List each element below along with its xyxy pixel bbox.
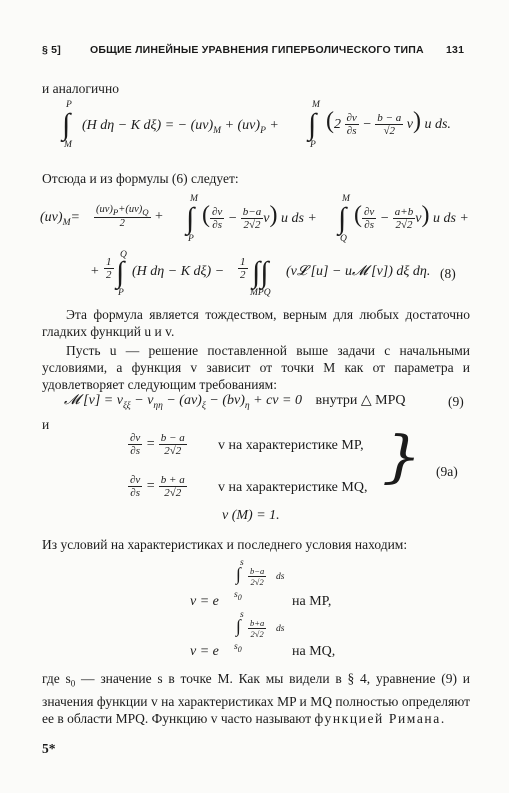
from-formula-text: Отсюда и из формулы (6) следует:: [42, 171, 239, 186]
and-similarly-text: и аналогично: [42, 81, 119, 96]
equation-9a-label: (9a): [436, 464, 458, 479]
and-text: и: [42, 417, 50, 432]
equation-9-label: (9): [448, 394, 464, 409]
where-paragraph: [42, 670, 470, 727]
identity-paragraph: Эта формула является тождеством, верным для любых достаточно гладких функций u и v.: [42, 307, 470, 339]
eq9a-line3: v (M) = 1.: [222, 508, 280, 523]
section-mark: § 5]: [42, 44, 61, 56]
signature-mark: 5*: [42, 741, 56, 756]
v-on-mp-formula: v = e s ∫ $s_0$ $\frac{b-a}{2√2}$ ds на MP,: [190, 558, 332, 609]
where-sub: 0: [70, 678, 76, 689]
equation-8-label: (8): [440, 266, 456, 281]
equation-9: 𝓜 $[v] = v_{\xi\xi} - v_{\eta\eta} - (av)_\xi - (bv)_\eta$ + cv = 0 внутри △ MPQ: [64, 393, 406, 411]
let-paragraph: Пусть u — решение поставленной выше задачи с начальными условиями, а функция v зависит от точки M как от параметра и удовлетворяет следующим требованиям:: [42, 343, 470, 392]
book-page: § 5] ОБЩИЕ ЛИНЕЙНЫЕ УРАВНЕНИЯ ГИПЕРБОЛИЧЕСКОГО ТИПА 131 и аналогично P ∫ M (H dη − K dξ) = − $(uv)_M + (uv)_P$ + M ∫ P (2 $\frac{\partial v}{\partial s}$ − $\frac{b - a}{√2}$ v) u ds. Отсюда и из формулы (6) следует: $(uv)_M=$ $\frac{(uv)_P+(uv)_Q}{2}$ + M ∫ P ( $\frac{\partial v}{\partial s}$ − $\frac{b-a}{2√2}$ v) u ds + M ∫ Q ( $\frac{\partial v}{\partial s}$ − $\frac{a+b}{2√2}$ v) u ds + + $\frac{1}{2}$ Q ∫ P (H dη − K dξ) − $\frac{1}{2}$ ∫∫ MPQ (v𝓛 [u] − u𝓜 [v]) dξ dη. (8) Эта формула является тождеством, верным для любых достаточно гладких функций u и v. Пусть u — решение поставленной выше задачи с начальными условиями, а функция v зависит от точки M как от параметра и удовлетворяет следующим требованиям: 𝓜 $[v] = v_{\xi\xi} - v_{\eta\eta} - (av)_\xi - (bv)_\eta$ + cv = 0 внутри △ MPQ (9) и $\frac{\partial v}{\partial s}$ = $\frac{b - a}{2√2}$ v на характеристике MP, $\frac{\partial v}{\partial s}$ = $\frac{b + a}{2√2}$ v на характеристике MQ, } (9a) v (M) = 1. Из условий на характеристиках и последнего условия находим: v = e s ∫ $s_0$ $\frac{b-a}{2√2}$ ds на MP, v = e s ∫ $s_0$ $\frac{b+a}{2√2}$ ds на MQ, где $s_0$ — значение s в точке M. Как мы видели в § 4, уравнение (9) и значения функции v на характеристиках MP и MQ полностью определяют ее в области MPQ. Функцию v часто называют функцией Римана. 5*: [0, 0, 509, 793]
inside-triangle-text: внутри △ MPQ: [315, 393, 406, 408]
equation-8-line2: + $\frac{1}{2}$ Q ∫ P (H dη − K dξ) − $\frac{1}{2}$ ∫∫ MPQ (v𝓛 [u] − u𝓜 [v]) dξ dη.: [90, 250, 431, 298]
equation-8-line1: $(uv)_M=$ $\frac{(uv)_P+(uv)_Q}{2}$ + M ∫ P ( $\frac{\partial v}{\partial s}$ − $\frac{b-a}{2√2}$ v) u ds + M ∫ Q ( $\frac{\partial v}{\partial s}$ − $\frac{a+b}{2√2}$ v) u ds +: [40, 194, 469, 244]
on-mq-text: на MQ,: [292, 644, 336, 659]
where-lead: где s: [42, 671, 71, 686]
equation-9a: $\frac{\partial v}{\partial s}$ = $\frac{b - a}{2√2}$ v на характеристике MP, $\frac{\partial v}{\partial s}$ = $\frac{b + a}{2√2}$ v на характеристике MQ, }: [130, 423, 422, 499]
v-on-mq-formula: v = e s ∫ $s_0$ $\frac{b+a}{2√2}$ ds на MQ,: [190, 610, 336, 659]
running-title: ОБЩИЕ ЛИНЕЙНЫЕ УРАВНЕНИЯ ГИПЕРБОЛИЧЕСКОГО ТИПА: [90, 44, 424, 56]
where-rest: — значение s в точке M. Как мы видели в § 4, уравнение (9) и значения функции v на характеристиках MP и MQ полностью определяют ее в области MPQ. Функцию v часто называют: [42, 671, 470, 726]
eq9a-line2: v на характеристике MQ,: [218, 480, 368, 495]
riemann-function-term: функцией Римана.: [314, 710, 446, 726]
eq9a-line1: v на характеристике MP,: [218, 438, 364, 453]
on-mp-text: на MP,: [292, 594, 332, 609]
page-number: 131: [446, 44, 465, 56]
from-conditions-text: Из условий на характеристиках и последнего условия находим:: [42, 537, 408, 552]
